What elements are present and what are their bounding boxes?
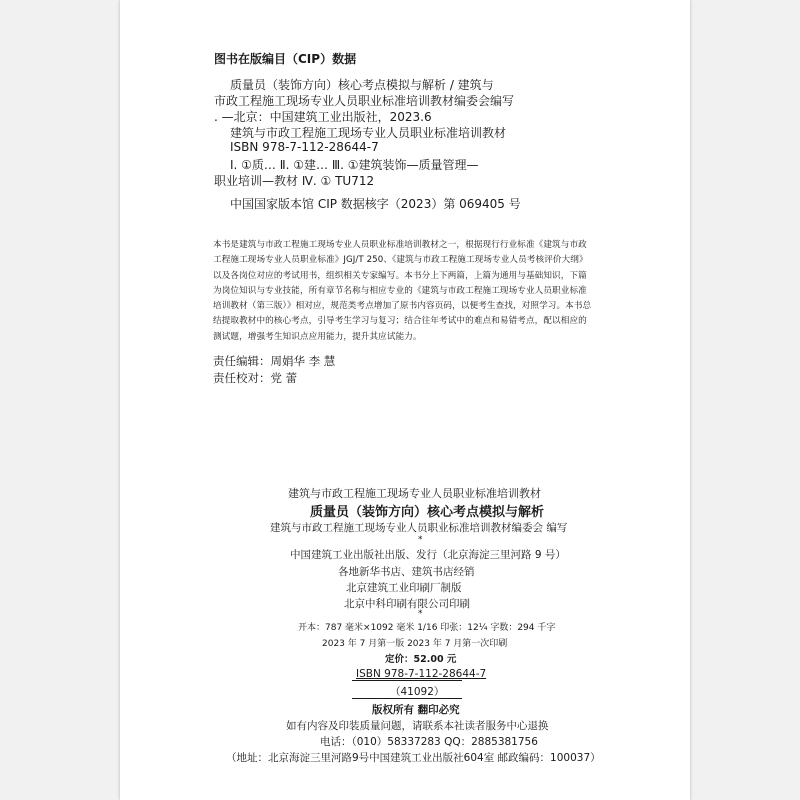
notice-line: 如有内容及印装质量问题，请联系本社读者服务中心退换: [286, 720, 549, 732]
book-title: 质量员（装饰方向）核心考点模拟与解析: [310, 505, 545, 520]
edition-line: 2023 年 7 月第一版 2023 年 7 月第一次印刷: [322, 639, 508, 649]
format-line: 开本：787 毫米×1092 毫米 1/16 印张：12¼ 字数：294 千字: [298, 623, 556, 633]
chief-editor: [213, 353, 335, 369]
code-rule: [352, 680, 462, 681]
series-name: 建筑与市政工程施工现场专业人员职业标准培训教材: [288, 487, 541, 500]
code-rule: [352, 698, 462, 699]
publisher-line: 中国建筑工业出版社出版、发行（北京海淀三里河路 9 号）: [290, 549, 566, 561]
cip-number: 中国国家版本馆 CIP 数据核字（2023）第 069405 号: [230, 197, 521, 211]
cip-line: 质量员（装饰方向）核心考点模拟与解析 / 建筑与: [230, 78, 494, 92]
separator-star: *: [418, 609, 423, 619]
author-line: 建筑与市政工程施工现场专业人员职业标准培训教材编委会 编写: [270, 522, 568, 534]
isbn-line: ISBN 978-7-112-28644-7: [356, 668, 487, 680]
book-code: （41092）: [390, 686, 445, 698]
cip-line: 市政工程施工现场专业人员职业标准培训教材编委会编写: [214, 94, 515, 108]
book-description: 本书是建筑与市政工程施工现场专业人员职业标准培训教材之一，根据现行行业标准《建筑与市政工程施工现场专业人员职业标准》JGJ/T 250、《建筑与市政工程施工现场专业人员考核评价大纲》以及各岗位对应的考试用书，组织相关专家编写。本书分上下两篇，上篇为通用与基础知识，下篇为岗位知识与专业技能，所有章节名称与相应专业的《建筑与市政工程施工现场专业人员职业标准培训教材（第三版）》相对应，规范类考点增加了原书内容页码，以便考生查找，对照学习。本书总结提取教材中的核心考点，引导考生学习与复习；结合往年考试中的难点和易错考点，配以相应的测试题，增强考生知识点应用能力，提升其应试能力。: [213, 240, 592, 342]
typesetter-line: 北京建筑工业印刷厂制版: [346, 582, 462, 594]
cip-class-line: Ⅰ. ①质… Ⅱ. ①建… Ⅲ. ①建筑装饰—质量管理—: [230, 158, 479, 172]
price-line: 定价：52.00 元: [385, 654, 457, 665]
phone-line: 电话：（010）58337283 QQ：2885381756: [320, 736, 538, 748]
proof-editor-label: 责任校对：: [213, 371, 271, 385]
chief-editor-names: 周娟华 李 慧: [270, 354, 336, 368]
rights-line: 版权所有 翻印必究: [372, 704, 460, 716]
cip-isbn: ISBN 978-7-112-28644-7: [230, 140, 379, 154]
distributor-line: 各地新华书店、建筑书店经销: [338, 566, 475, 578]
cip-line: . —北京：中国建筑工业出版社，2023.6: [214, 110, 432, 124]
proof-editor-names: 党 蕾: [270, 371, 298, 385]
address-line: （地址：北京海淀三里河路9号中国建筑工业出版社604室 邮政编码：100037）: [226, 752, 601, 764]
printer-line: 北京中科印刷有限公司印刷: [344, 598, 470, 610]
proof-editor: [213, 370, 297, 386]
cip-title: 图书在版编目（CIP）数据: [214, 52, 357, 66]
cip-class-line: 职业培训—教材 Ⅳ. ① TU712: [214, 174, 375, 188]
copyright-page: [120, 0, 690, 800]
separator-star: *: [418, 535, 423, 545]
cip-line: 建筑与市政工程施工现场专业人员职业标准培训教材: [230, 126, 507, 140]
chief-editor-label: 责任编辑：: [213, 354, 271, 368]
